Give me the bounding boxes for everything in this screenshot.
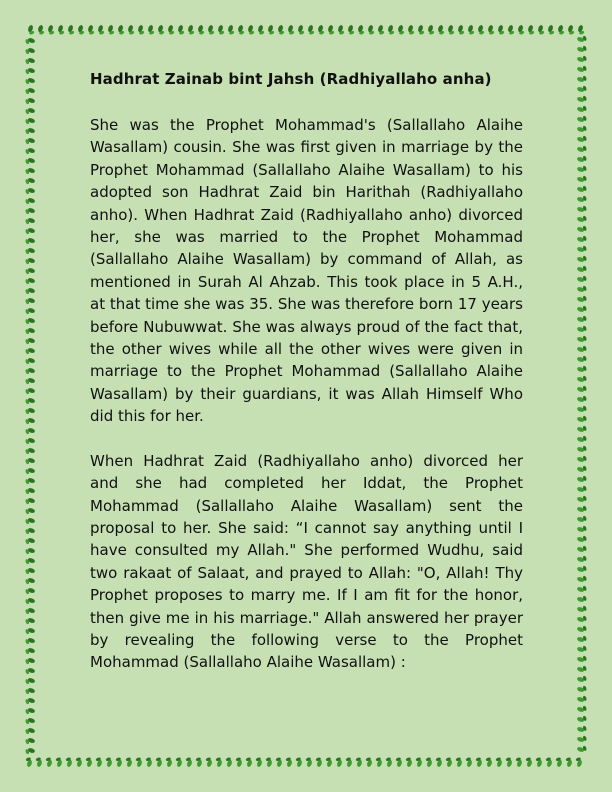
paragraph-1: She was the Prophet Mohammad's (Sallallaho Alaihe Wasallam) cousin. She was first given in marriage by the Prophet Mohammad (Sallallaho Alaihe Wasallam) to his adopted son Hadhrat Zaid bin Harithah (Radhiyallaho anho). When Hadhrat Zaid (Radhiyallaho anho) divorced her, she was married to the Prophet Mohammad (Sallallaho Alaihe Wasallam) by command of Allah, as mentioned in Surah Al Ahzab. This took place in 5 A.H., at that time she was 35. She was therefore born 17 years before Nubuwwat. She was always proud of the fact that, the other wives while all the other wives were given in marriage to the Prophet Mohammad (Sallallaho Alaihe Wasallam) by their guardians, it was Allah Himself Who did this for her. — [90, 116, 523, 426]
page-content — [90, 68, 523, 696]
paragraph-2: When Hadhrat Zaid (Radhiyallaho anho) divorced her and she had completed her Iddat, the Prophet Mohammad (Sallallaho Alaihe Wasallam) sent the proposal to her. She said: “I cannot say anything until I have consulted my Allah." She performed Wudhu, said two rakaat of Salaat, and prayed to Allah: "O, Allah! Thy Prophet proposes to marry me. If I am fit for the honor, then give me in his marriage." Allah answered her prayer by revealing the following verse to the Prophet Mohammad (Sallallaho Alaihe Wasallam) : — [90, 451, 523, 672]
page-title: Hadhrat Zainab bint Jahsh (Radhiyallaho anha) — [90, 70, 492, 88]
